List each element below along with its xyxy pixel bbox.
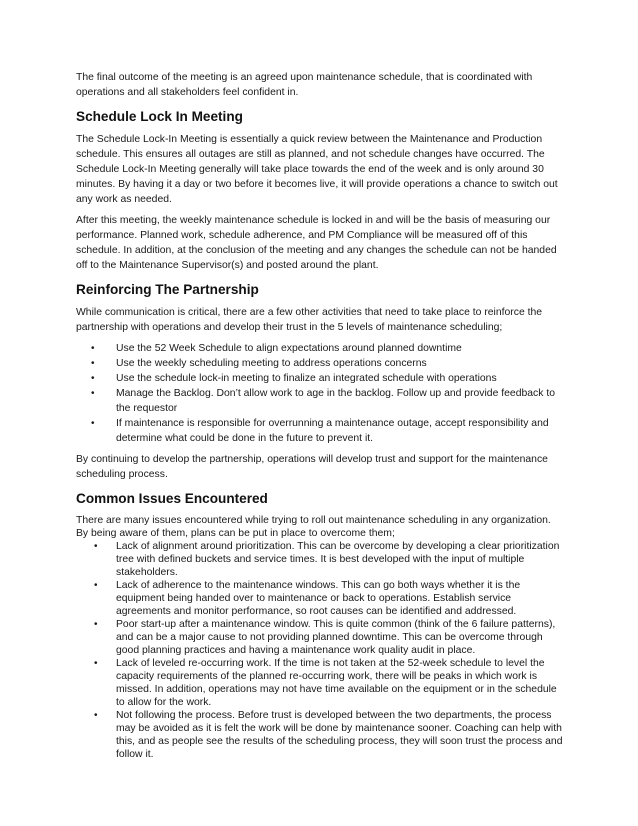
list-item [76,709,564,761]
bullet-icon: • [91,373,95,384]
list-item-text: If maintenance is responsible for overrunning a maintenance outage, accept responsibility and determine what could be done in the future to prevent it. [116,418,549,444]
section-heading-partnership: Reinforcing The Partnership [76,282,259,297]
issues-paragraph-1: There are many issues encountered while trying to roll out maintenance scheduling in any organization. By being aware of them, plans can be put in place to overcome them; [76,515,551,539]
bullet-icon: • [94,580,98,591]
list-item [76,371,564,386]
document-page [76,70,564,761]
list-item-text: Manage the Backlog. Don’t allow work to age in the backlog. Follow up and provide feedback to the requestor [116,388,555,414]
list-item [76,356,564,371]
bullet-icon: • [94,710,98,721]
section-heading-lock-in: Schedule Lock In Meeting [76,109,243,124]
list-item [76,341,564,356]
section-heading-issues: Common Issues Encountered [76,491,268,506]
list-item [76,579,564,618]
bullet-icon: • [91,418,95,429]
lock-in-paragraph-1: The Schedule Lock-In Meeting is essentially a quick review between the Maintenance and Production schedule. This ensures all outages are still as planned, and not schedule changes have occurred. The Schedule Lock-In Meeting generally will take place towards the end of the week and is only around 30 minutes. By having it a day or two before it becomes live, it will provide operations a chance to switch out any work as needed. [76,134,558,205]
bullet-icon: • [91,343,95,354]
partnership-paragraph-2: By continuing to develop the partnership, operations will develop trust and support for the maintenance scheduling process. [76,454,548,480]
partnership-paragraph-1: While communication is critical, there are a few other activities that need to take place to reinforce the partnership with operations and develop their trust in the 5 levels of maintenance scheduling; [76,307,543,333]
bullet-icon: • [91,358,95,369]
bullet-icon: • [91,388,95,399]
list-item [76,657,564,709]
list-item-text: Use the schedule lock-in meeting to finalize an integrated schedule with operations [116,373,497,384]
list-item-text: Lack of alignment around prioritization. This can be overcome by developing a clear prioritization tree with defined buckets and service times. It is best developed with the input of multiple stakeholders. [116,541,560,578]
list-item [76,540,564,579]
list-item-text: Poor start-up after a maintenance window. This is quite common (think of the 6 failure patterns), and can be a major cause to not providing planned downtime. This can be overcome through good planning practices and having a maintenance work quality audit in place. [116,619,556,656]
intro-paragraph: The final outcome of the meeting is an agreed upon maintenance schedule, that is coordinated with operations and all stakeholders feel confident in. [76,72,533,98]
bullet-icon: • [94,619,98,630]
partnership-bullet-list [76,341,564,446]
issues-bullet-list [76,540,564,761]
list-item-text: Use the 52 Week Schedule to align expectations around planned downtime [116,343,462,354]
list-item [76,618,564,657]
lock-in-paragraph-2: After this meeting, the weekly maintenance schedule is locked in and will be the basis of measuring our performance. Planned work, schedule adherence, and PM Compliance will be measured off of this schedule. In addition, at the conclusion of the meeting and any changes the schedule can not be handed off to the Maintenance Supervisor(s) and posted around the plant. [76,215,557,271]
list-item-text: Lack of adherence to the maintenance windows. This can go both ways whether it is the equipment being handed over to maintenance or back to operations. Establish service agreements and monitor performance, so root causes can be identified and addressed. [116,580,521,617]
bullet-icon: • [94,541,98,552]
list-item-text: Lack of leveled re-occurring work. If the time is not taken at the 52-week schedule to level the capacity requirements of the planned re-occurring work, there will be peaks in which work is missed. In addition, operations may not have time available on the equipment or in the schedule to allow for the work. [116,658,557,708]
bullet-icon: • [94,658,98,669]
list-item-text: Not following the process. Before trust is developed between the two departments, the process may be avoided as it is felt the work will be done by maintenance sooner. Coaching can help with this, and as people see the results of the scheduling process, they will soon trust the process and follow it. [116,710,563,760]
list-item [76,386,564,416]
list-item [76,416,564,446]
list-item-text: Use the weekly scheduling meeting to address operations concerns [116,358,427,369]
